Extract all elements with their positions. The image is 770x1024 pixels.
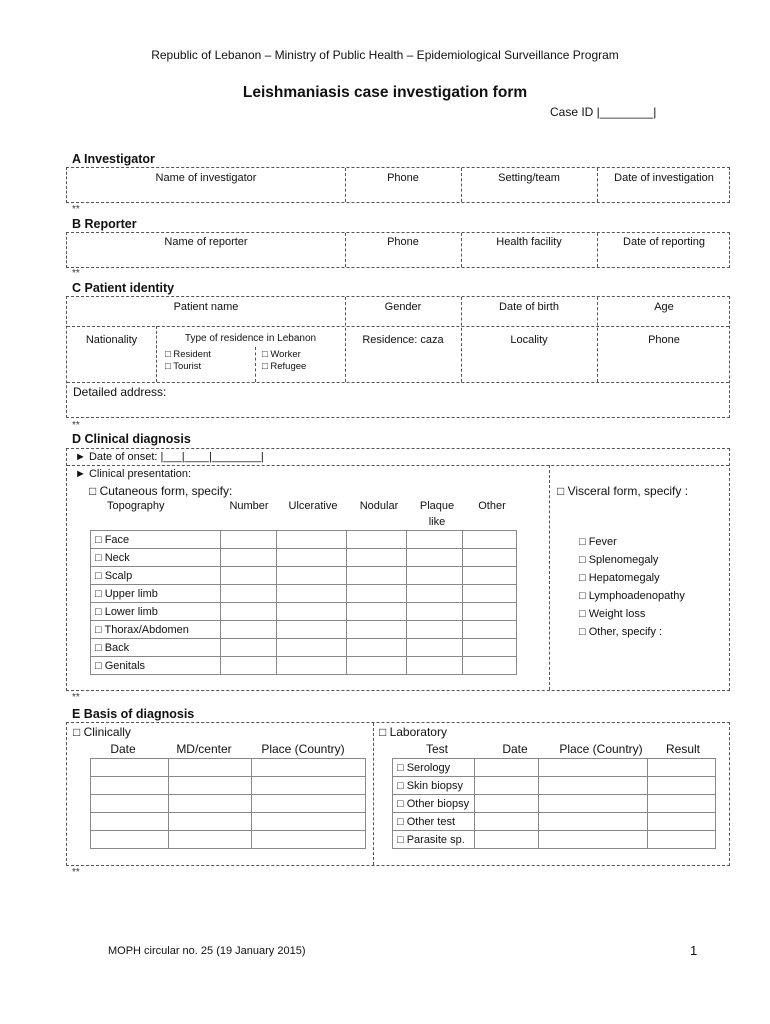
col-lab-place: Place (Country) [559,742,643,756]
col-phone[interactable]: Phone [387,172,419,184]
col-md-center: MD/center [176,742,232,756]
table-row [91,831,366,849]
col-ulcerative: Ulcerative [288,500,338,512]
upper-limb-checkbox[interactable]: □ Upper limb [91,585,221,603]
col-health-facility[interactable]: Health facility [496,236,562,248]
col-name-of-investigator[interactable]: Name of investigator [155,172,257,184]
patient-identity-table [66,296,730,418]
table-row [91,603,517,621]
col-date-of-reporting[interactable]: Date of reporting [623,236,705,248]
investigator-table [66,167,730,203]
laboratory-table [392,758,716,849]
hepatomegaly-checkbox[interactable]: □ Hepatomegaly [579,572,660,584]
topography-table [90,530,517,675]
laboratory-checkbox[interactable]: □ Laboratory [379,725,447,739]
section-b-heading: B Reporter [72,217,137,231]
col-name-of-reporter[interactable]: Name of reporter [164,236,248,248]
page-header: Republic of Lebanon – Ministry of Public Health – Epidemiological Surveillance Program [151,48,619,62]
lower-limb-checkbox[interactable]: □ Lower limb [91,603,221,621]
separator: ** [72,692,80,703]
fever-checkbox[interactable]: □ Fever [579,536,617,548]
form-title: Leishmaniasis case investigation form [242,84,528,101]
col-test: Test [425,742,448,756]
section-e-heading: E Basis of diagnosis [72,707,195,721]
col-phone[interactable]: Phone [387,236,419,248]
col-residence-caza[interactable]: Residence: caza [362,334,444,346]
worker-checkbox[interactable]: □ Worker [262,349,301,360]
table-row [91,657,517,675]
visceral-symptoms-list [579,533,685,641]
col-nodular: Nodular [359,500,399,512]
detailed-address-field[interactable]: Detailed address: [73,385,167,399]
table-row [393,795,716,813]
table-row [91,759,366,777]
neck-checkbox[interactable]: □ Neck [91,549,221,567]
col-clin-date: Date [110,742,136,756]
scalp-checkbox[interactable]: □ Scalp [91,567,221,585]
refugee-checkbox[interactable]: □ Refugee [262,361,307,372]
lymphoadenopathy-checkbox[interactable]: □ Lymphoadenopathy [579,590,685,602]
clinically-checkbox[interactable]: □ Clinically [73,725,131,739]
col-result: Result [665,742,700,756]
parasite-sp-checkbox[interactable]: □ Parasite sp. [393,831,475,849]
table-row [91,777,366,795]
page-number: 1 [690,943,698,958]
case-id-field[interactable]: Case ID |________| [550,105,657,119]
serology-checkbox[interactable]: □ Serology [393,759,475,777]
col-patient-name[interactable]: Patient name [173,301,239,313]
col-nationality[interactable]: Nationality [85,334,138,346]
table-row [91,549,517,567]
splenomegaly-checkbox[interactable]: □ Splenomegaly [579,554,659,566]
table-row [393,777,716,795]
weight-loss-checkbox[interactable]: □ Weight loss [579,608,646,620]
separator: ** [72,420,80,431]
section-d-heading: D Clinical diagnosis [72,432,191,446]
visceral-form-checkbox[interactable]: □ Visceral form, specify : [557,484,689,498]
table-row [91,813,366,831]
table-row [91,621,517,639]
resident-checkbox[interactable]: □ Resident [165,349,211,360]
cutaneous-form-checkbox[interactable]: □ Cutaneous form, specify: [89,484,233,498]
col-plaque-like: like [428,516,446,528]
skin-biopsy-checkbox[interactable]: □ Skin biopsy [393,777,475,795]
footer-circular: MOPH circular no. 25 (19 January 2015) [108,945,306,957]
genitals-checkbox[interactable]: □ Genitals [91,657,221,675]
col-lab-date: Date [502,742,528,756]
table-row [393,831,716,849]
other-specify-checkbox[interactable]: □ Other, specify : [579,626,663,638]
col-age[interactable]: Age [654,301,674,313]
col-date-of-birth[interactable]: Date of birth [499,301,559,313]
section-c-heading: C Patient identity [72,281,175,295]
table-row [393,813,716,831]
col-topography: Topography [107,500,165,512]
other-biopsy-checkbox[interactable]: □ Other biopsy [393,795,475,813]
reporter-table [66,232,730,268]
thorax-abdomen-checkbox[interactable]: □ Thorax/Abdomen [91,621,221,639]
col-locality[interactable]: Locality [510,334,548,346]
tourist-checkbox[interactable]: □ Tourist [165,361,202,372]
table-row [91,567,517,585]
table-row [91,585,517,603]
col-date-of-investigation[interactable]: Date of investigation [614,172,714,184]
col-gender[interactable]: Gender [384,301,422,313]
separator: ** [72,204,80,215]
clinical-diagnosis-table [90,758,366,849]
other-test-checkbox[interactable]: □ Other test [393,813,475,831]
col-phone[interactable]: Phone [648,334,680,346]
col-clin-place: Place (Country) [261,742,345,756]
table-row [91,639,517,657]
table-row [393,759,716,777]
clinical-presentation-label: ► Clinical presentation: [75,468,192,480]
date-of-onset-field[interactable]: ► Date of onset: |___|____|________| [75,451,264,463]
separator: ** [72,867,80,878]
col-plaque: Plaque [419,500,455,512]
col-type-of-residence: Type of residence in Lebanon [184,333,317,344]
col-setting-team[interactable]: Setting/team [498,172,560,184]
table-row [91,795,366,813]
separator: ** [72,268,80,279]
col-number: Number [229,500,269,512]
back-checkbox[interactable]: □ Back [91,639,221,657]
face-checkbox[interactable]: □ Face [91,531,221,549]
section-a-heading: A Investigator [72,152,155,166]
col-other: Other [478,500,506,512]
table-row [91,531,517,549]
